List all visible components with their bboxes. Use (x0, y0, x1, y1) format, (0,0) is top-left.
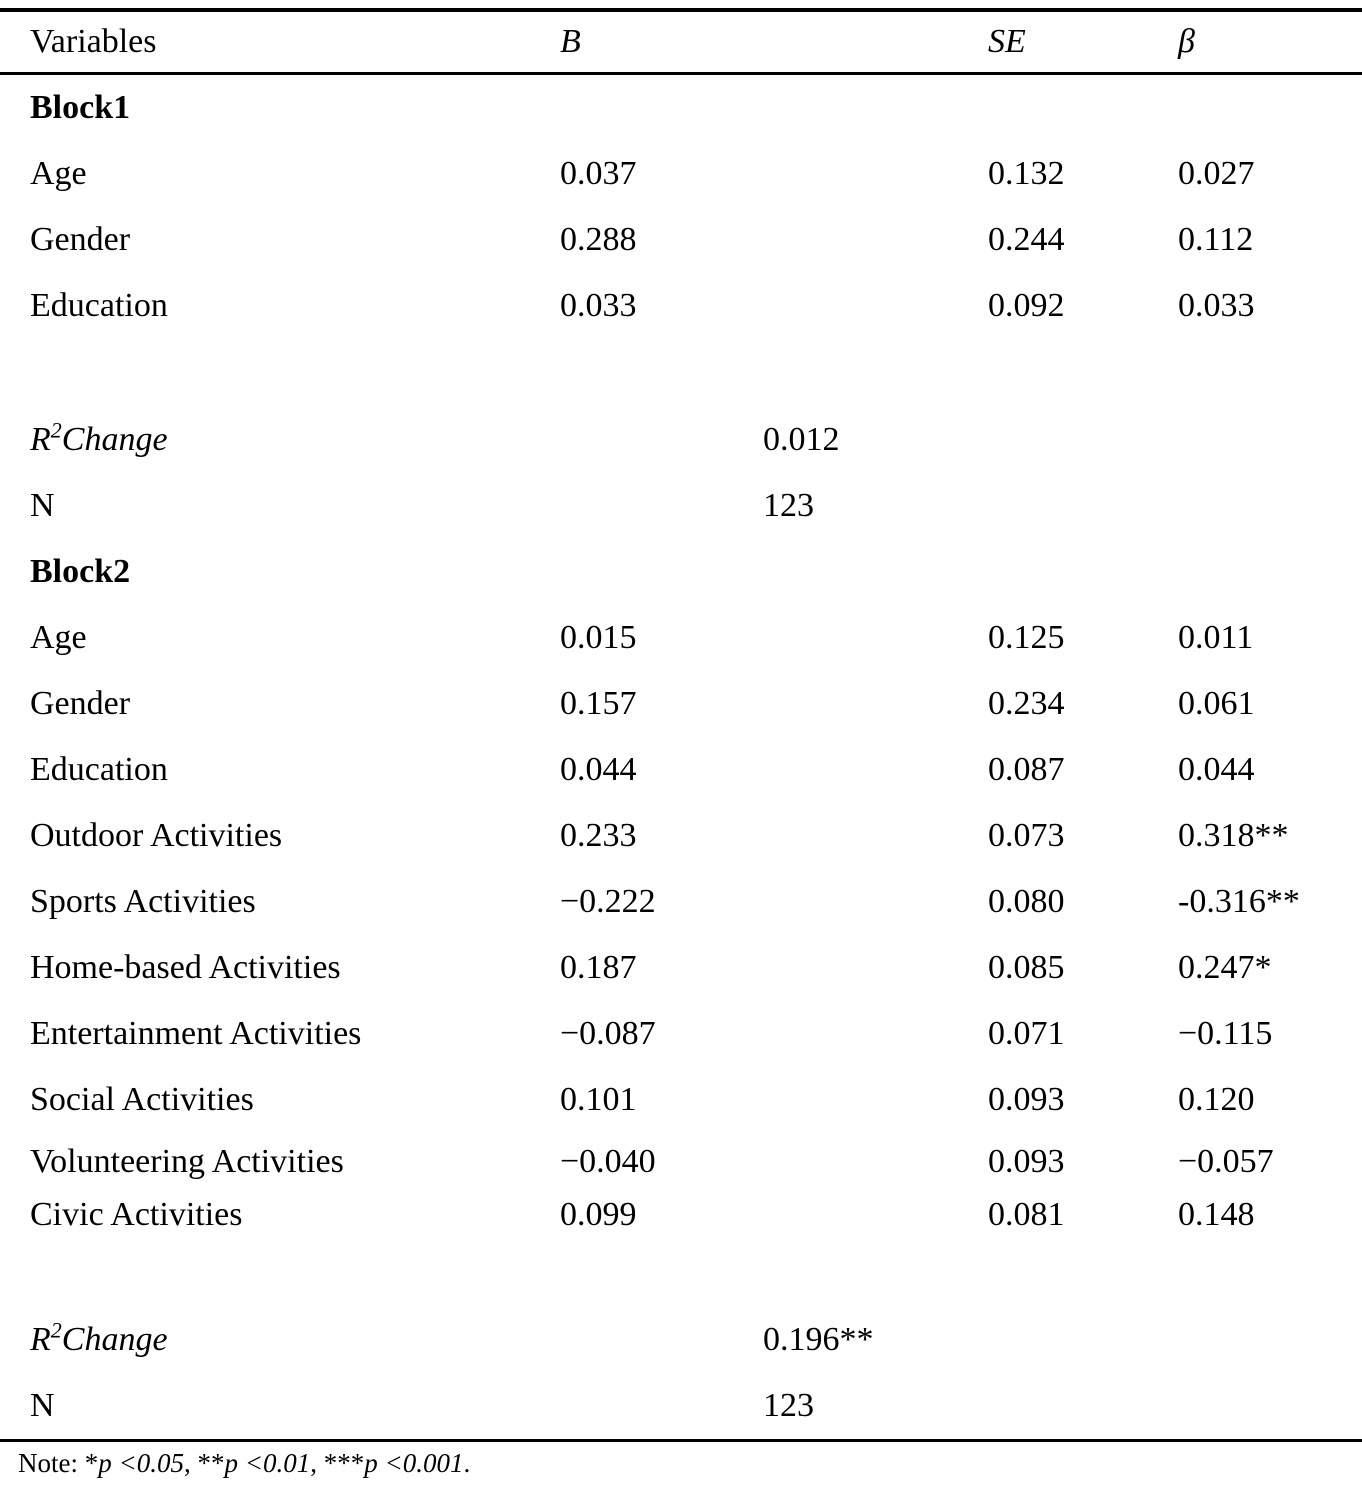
b-value: −0.222 (560, 883, 656, 921)
table-row (0, 671, 1362, 737)
b-value: 0.288 (560, 221, 637, 259)
variable-label: Gender (30, 685, 131, 723)
b-value: 0.101 (560, 1081, 637, 1119)
n-value: 123 (763, 1387, 814, 1425)
beta-value: 0.247* (1178, 949, 1272, 987)
se-value: 0.071 (988, 1015, 1065, 1053)
variable-label: Entertainment Activities (30, 1015, 362, 1053)
se-value: 0.073 (988, 817, 1065, 855)
beta-value: 0.120 (1178, 1081, 1255, 1119)
variable-label: Gender (30, 221, 131, 259)
header-variables: Variables (30, 23, 157, 61)
b-value: −0.087 (560, 1015, 656, 1053)
b-value: 0.044 (560, 751, 637, 789)
se-value: 0.093 (988, 1143, 1065, 1181)
table-row (0, 141, 1362, 207)
se-value: 0.093 (988, 1081, 1065, 1119)
b-value: −0.040 (560, 1143, 656, 1181)
beta-value: 0.011 (1178, 619, 1254, 657)
se-value: 0.125 (988, 619, 1065, 657)
table-header-row (0, 12, 1362, 72)
b-value: 0.033 (560, 287, 637, 325)
n-row-block1 (0, 473, 1362, 539)
spacer-row (0, 339, 1362, 407)
b-value: 0.037 (560, 155, 637, 193)
section-row-block1 (0, 75, 1362, 141)
section-title: Block2 (30, 553, 131, 591)
section-title: Block1 (30, 89, 131, 127)
table-footnote: Note: *p <0.05, **p <0.01, ***p <0.001. (18, 1448, 471, 1478)
variable-label: Outdoor Activities (30, 817, 283, 855)
beta-value: 0.148 (1178, 1196, 1255, 1234)
variable-label: Sports Activities (30, 883, 256, 921)
r2-change-label: $R^2Change$ (30, 1317, 168, 1359)
header-b: B (560, 23, 581, 61)
se-value: 0.092 (988, 287, 1065, 325)
r2-change-value: 0.012 (763, 421, 840, 459)
variable-label: Social Activities (30, 1081, 254, 1119)
b-value: 0.015 (560, 619, 637, 657)
variable-label: Volunteering Activities (30, 1143, 344, 1181)
variable-label: Education (30, 287, 168, 325)
variable-label: Civic Activities (30, 1196, 243, 1234)
n-label: N (30, 487, 55, 525)
se-value: 0.244 (988, 221, 1065, 259)
b-value: 0.099 (560, 1196, 637, 1234)
table-row (0, 1191, 1362, 1239)
b-value: 0.187 (560, 949, 637, 987)
beta-value: 0.027 (1178, 155, 1255, 193)
header-se: SE (988, 23, 1026, 61)
se-value: 0.080 (988, 883, 1065, 921)
variable-label: Age (30, 155, 87, 193)
table-row (0, 1001, 1362, 1067)
r2-change-row-block2 (0, 1307, 1362, 1373)
se-value: 0.085 (988, 949, 1065, 987)
table-row (0, 1133, 1362, 1191)
table-row (0, 869, 1362, 935)
beta-value: 0.318** (1178, 817, 1289, 855)
note-prefix: Note: (18, 1448, 85, 1478)
variable-label: Age (30, 619, 87, 657)
r2-change-value: 0.196** (763, 1321, 874, 1359)
r2-change-row-block1 (0, 407, 1362, 473)
se-value: 0.087 (988, 751, 1065, 789)
b-value: 0.157 (560, 685, 637, 723)
header-beta: β (1178, 23, 1195, 61)
se-value: 0.081 (988, 1196, 1065, 1234)
variable-label: Home-based Activities (30, 949, 341, 987)
beta-value: 0.033 (1178, 287, 1255, 325)
table-row (0, 605, 1362, 671)
variable-label: Education (30, 751, 168, 789)
b-value: 0.233 (560, 817, 637, 855)
table-row (0, 737, 1362, 803)
beta-value: 0.044 (1178, 751, 1255, 789)
spacer-row (0, 1239, 1362, 1307)
se-value: 0.132 (988, 155, 1065, 193)
beta-value: 0.061 (1178, 685, 1255, 723)
table-row (0, 803, 1362, 869)
r2-change-label: $R^2Change$ (30, 417, 168, 459)
n-label: N (30, 1387, 55, 1425)
table-row (0, 1067, 1362, 1133)
beta-value: −0.115 (1178, 1015, 1273, 1053)
table-row (0, 207, 1362, 273)
beta-value: -0.316** (1178, 883, 1300, 921)
table-row (0, 273, 1362, 339)
se-value: 0.234 (988, 685, 1065, 723)
n-row-block2 (0, 1373, 1362, 1439)
table-row (0, 935, 1362, 1001)
beta-value: 0.112 (1178, 221, 1254, 259)
section-row-block2 (0, 539, 1362, 605)
n-value: 123 (763, 487, 814, 525)
beta-value: −0.057 (1178, 1143, 1274, 1181)
